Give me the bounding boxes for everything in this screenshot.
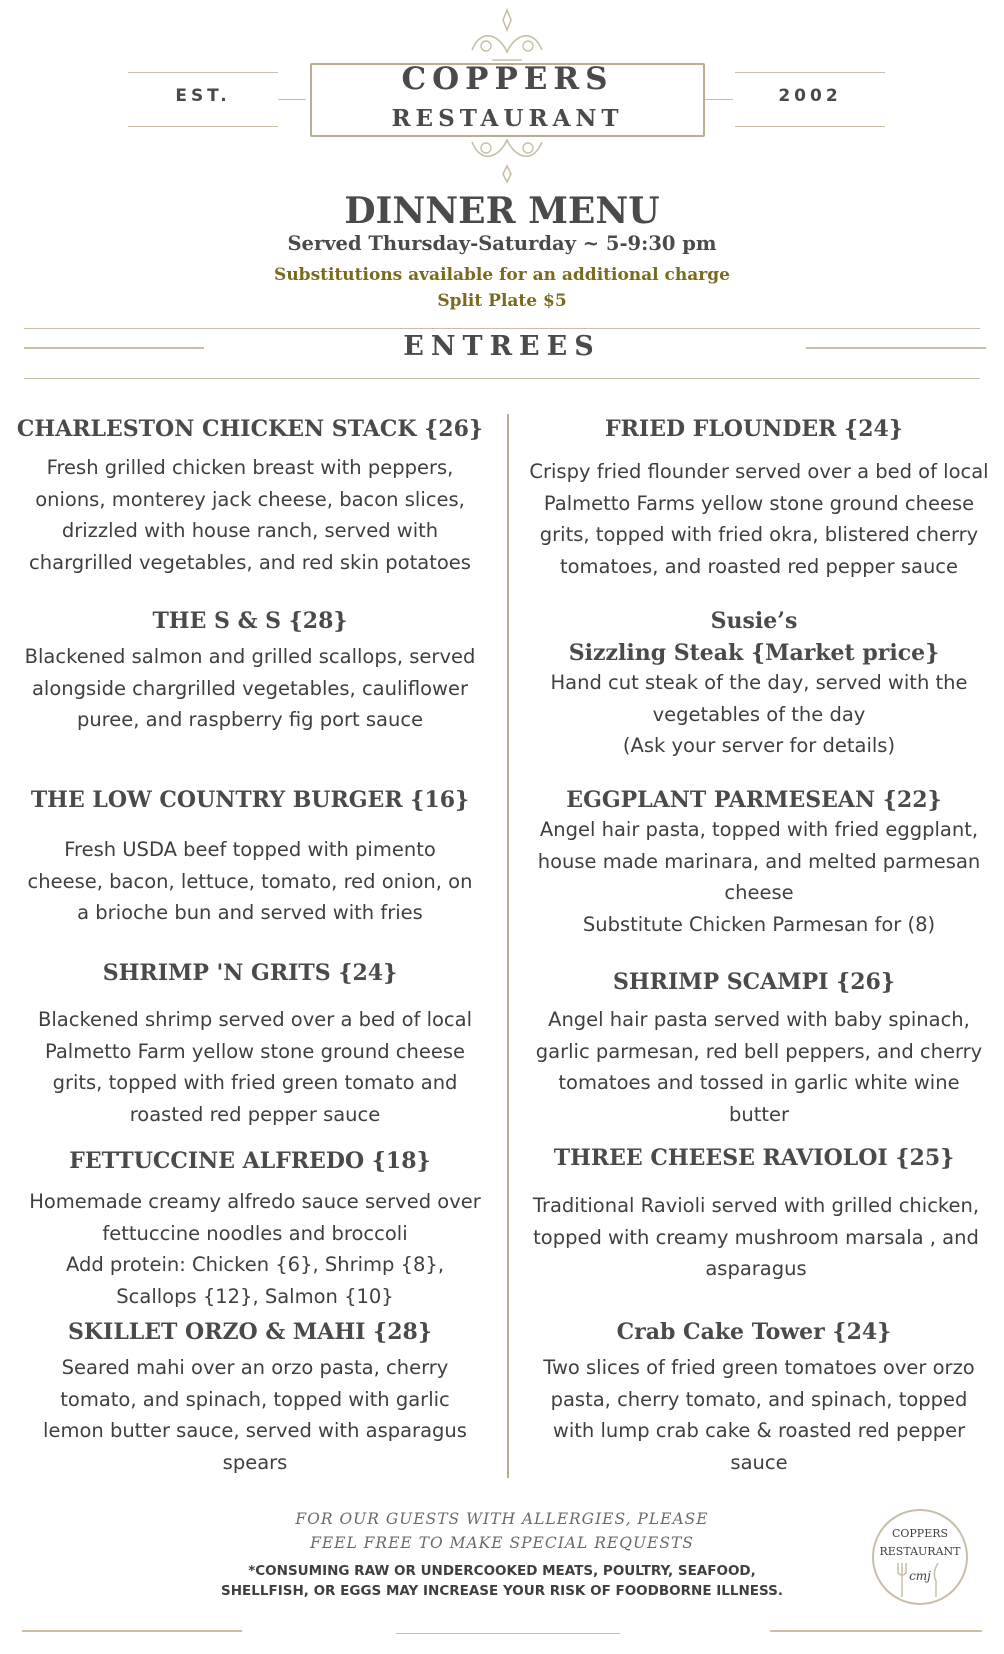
logo-subtitle: RESTAURANT: [879, 1545, 961, 1558]
flourish-icon: [462, 6, 552, 64]
entree-name: Susie’s: [710, 608, 798, 634]
served-hours: Served Thursday-Saturday ~ 5-9:30 pm: [287, 232, 717, 255]
entree-desc: Hand cut steak of the day, served with the vegetables of the day (Ask your server for details): [550, 671, 968, 757]
est-year: 2002: [778, 86, 842, 106]
est-label: EST.: [175, 86, 231, 106]
entree-name: FETTUCCINE ALFREDO {18}: [69, 1148, 431, 1174]
entree-name: SKILLET ORZO & MAHI {28}: [68, 1319, 432, 1345]
allergy-note-line-1: FOR OUR GUESTS WITH ALLERGIES, PLEASE: [295, 1510, 709, 1528]
entree-name: SHRIMP SCAMPI {26}: [612, 969, 896, 995]
restaurant-logo: [872, 1509, 968, 1605]
health-warning-line-1: *CONSUMING RAW OR UNDERCOOKED MEATS, POULTRY, SEAFOOD,: [248, 1563, 756, 1579]
entree-name: Sizzling Steak {Market price}: [568, 640, 940, 666]
column-divider: [507, 414, 509, 1478]
entree-name: CHARLESTON CHICKEN STACK {26}: [16, 416, 484, 442]
entree-name: EGGPLANT PARMESEAN {22}: [566, 787, 942, 813]
brand-box: [310, 63, 705, 137]
entree-desc: Seared mahi over an orzo pasta, cherry tomato, and spinach, topped with garlic lemon butter sauce, served with asparagus spears: [43, 1356, 467, 1474]
split-plate-note: Split Plate $5: [437, 291, 567, 311]
entree-name: Crab Cake Tower {24}: [616, 1319, 892, 1345]
health-warning-line-2: SHELLFISH, OR EGGS MAY INCREASE YOUR RISK OF FOODBORNE ILLNESS.: [221, 1583, 783, 1599]
substitutions-note: Substitutions available for an additional charge: [274, 265, 730, 285]
entree-desc: Two slices of fried green tomatoes over orzo pasta, cherry tomato, and spinach, topped with lump crab cake & roasted red pepper sauce: [543, 1356, 975, 1474]
allergy-note-line-2: FEEL FREE TO MAKE SPECIAL REQUESTS: [310, 1534, 694, 1552]
brand-subtitle: RESTAURANT: [391, 105, 624, 132]
entree-name: THREE CHEESE RAVIOLOI {25}: [553, 1145, 955, 1171]
entree-desc: Blackened shrimp served over a bed of local Palmetto Farm yellow stone ground cheese grits, topped with fried green tomato and roasted red pepper sauce: [37, 1008, 473, 1126]
entree-desc: Crispy fried flounder served over a bed of local Palmetto Farms yellow stone ground cheese grits, topped with fried okra, blistered cherry tomatoes, and roasted red pepper sauce: [529, 460, 989, 578]
entree-desc: Homemade creamy alfredo sauce served over fettuccine noodles and broccoli Add protein: Chicken {6}, Shrimp {8}, Scallops {12}, Salmon {10}: [29, 1190, 481, 1308]
entree-desc: Traditional Ravioli served with grilled chicken, topped with creamy mushroom marsala , and asparagus: [532, 1194, 980, 1280]
entree-name: SHRIMP 'N GRITS {24}: [102, 960, 398, 986]
entree-desc: Fresh USDA beef topped with pimento cheese, bacon, lettuce, tomato, red onion, on a brioche bun and served with fries: [27, 838, 473, 924]
flourish-bottom-icon: [462, 136, 552, 186]
logo-mark: cmj: [909, 1569, 931, 1583]
logo-name: COPPERS: [891, 1527, 949, 1540]
entree-desc: Angel hair pasta served with baby spinach, garlic parmesan, red bell peppers, and cherry tomatoes and tossed in garlic white wine butter: [535, 1008, 983, 1126]
entree-desc: Fresh grilled chicken breast with peppers, onions, monterey jack cheese, bacon slices, drizzled with house ranch, served with chargrilled vegetables, and red skin potatoes: [29, 456, 471, 574]
entree-desc: Angel hair pasta, topped with fried eggplant, house made marinara, and melted parmesan cheese Substitute Chicken Parmesan for (8): [537, 818, 981, 936]
entree-name: THE S & S {28}: [152, 608, 348, 634]
menu-title: DINNER MENU: [344, 190, 660, 232]
section-title: ENTREES: [403, 331, 601, 362]
entree-name: FRIED FLOUNDER {24}: [605, 416, 903, 442]
entree-name: THE LOW COUNTRY BURGER {16}: [30, 787, 470, 813]
brand-name: COPPERS: [401, 61, 614, 97]
entree-desc: Blackened salmon and grilled scallops, served alongside chargrilled vegetables, cauliflower puree, and raspberry fig port sauce: [24, 645, 476, 731]
